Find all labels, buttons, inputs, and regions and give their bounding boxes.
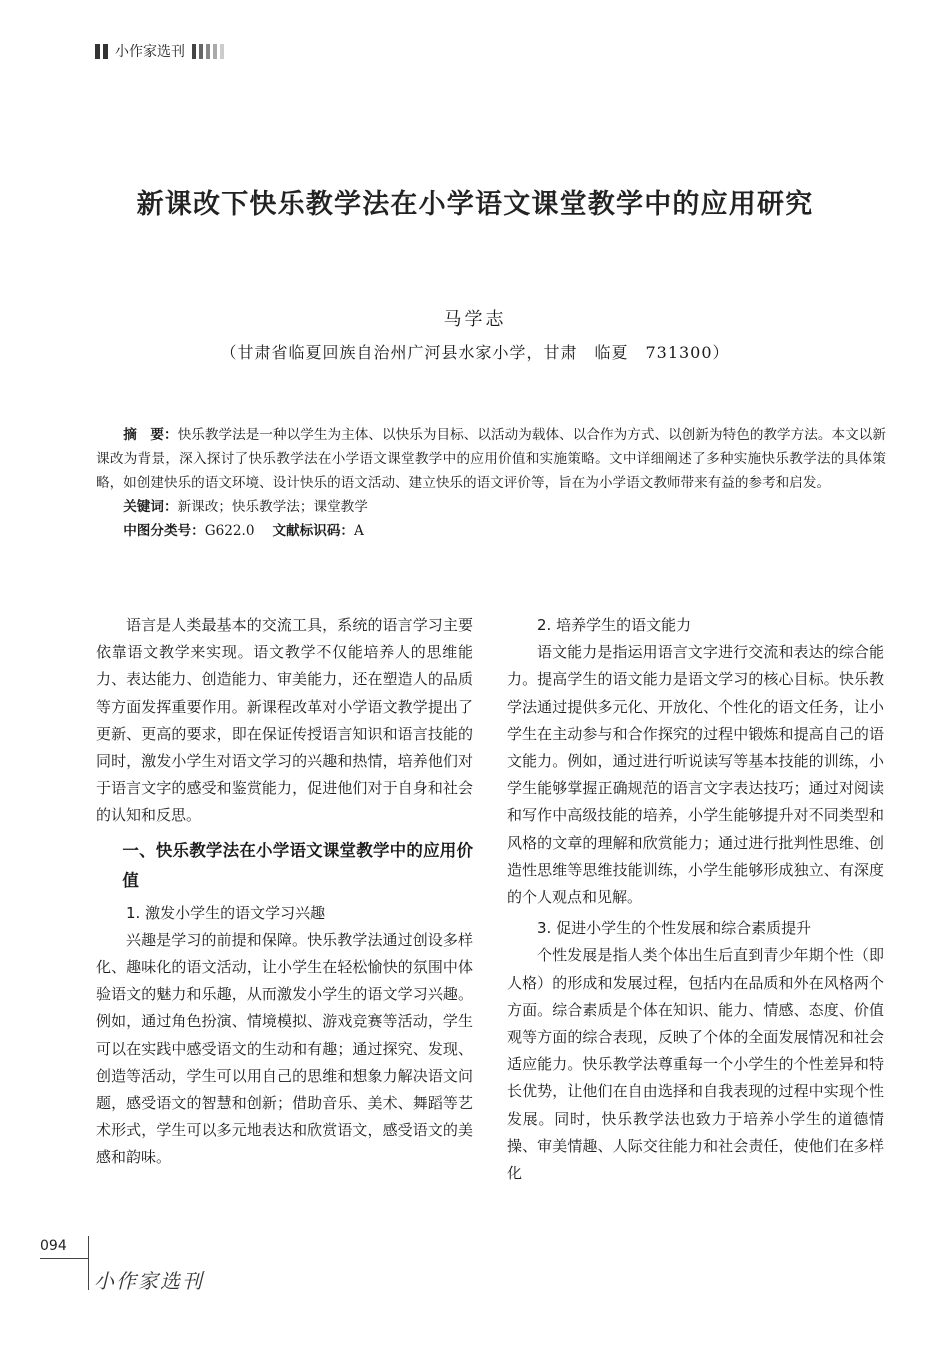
body-paragraph: 语文能力是指运用语言文字进行交流和表达的综合能力。提高学生的语文能力是语文学习的核心目标。快乐教学法通过提供多元化、开放化、个性化的语文任务，让小学生在主动参与和合作探究的过程中锻炼和提高自己的语文能力。例如，通过进行听说读写等基本技能的训练，小学生能够掌握正确规范的语言文字表达技巧；通过对阅读和写作中高级技能的培养，小学生能够提升对不同类型和风格的文章的理解和欣赏能力；通过进行批判性思维、创造性思维等思维技能训练，小学生能够形成独立、有深度的个人观点和见解。: [507, 643, 884, 907]
abstract-paragraph: [96, 423, 886, 495]
abstract-label: 摘 要：: [123, 427, 178, 443]
left-column: [96, 612, 473, 1172]
footer-rule: [40, 1258, 88, 1259]
keywords-text: 新课改；快乐教学法；课堂教学: [177, 499, 368, 515]
header-stripe-mark: [192, 44, 196, 59]
header-stripe-mark: [199, 44, 203, 59]
article-title: 新课改下快乐教学法在小学语文课堂教学中的应用研究: [136, 189, 814, 220]
subsection-heading: 1. 激发小学生的语文学习兴趣: [126, 903, 326, 922]
keywords-line: [96, 495, 886, 519]
header-stripe-mark: [220, 44, 224, 59]
body-paragraph: 兴趣是学习的前提和保障。快乐教学法通过创设多样化、趣味化的语文活动，让小学生在轻松愉快的氛围中体验语文的魅力和乐趣，从而激发小学生的语文学习兴趣。例如，通过角色扮演、情境模拟、游戏竞赛等活动，学生可以在实践中感受语文的生动和有趣；通过探究、发现、创造等活动，学生可以用自己的思维和想象力解决语文问题，感受语文的智慧和创新；借助音乐、美术、舞蹈等艺术形式，学生可以多元地表达和欣赏语文，感受语文的美感和韵味。: [96, 930, 473, 1167]
subsection-heading: 2. 培养学生的语文能力: [537, 616, 692, 634]
footer-divider: [88, 1236, 89, 1290]
section-heading: 一、快乐教学法在小学语文课堂教学中的应用价值: [122, 840, 473, 890]
clc-label: 中图分类号：: [123, 523, 205, 539]
author-name: 马学志: [443, 309, 507, 330]
journal-logo: 小作家选刊: [94, 1269, 204, 1293]
body-paragraph: 个性发展是指人类个体出生后直到青少年期个性（即人格）的形成和发展过程，包括内在品质和外在风格两个方面。综合素质是个体在知识、能力、情感、态度、价值观等方面的综合表现，反映了个体的全面发展情况和社会适应能力。快乐教学法尊重每一个小学生的个性差异和特长优势，让他们在自由选择和自我表现的过程中实现个性发展。同时，快乐教学法也致力于培养小学生的道德情操、审美情趣、人际交往能力和社会责任，使他们在多样化: [507, 946, 884, 1183]
classification-line: [96, 519, 886, 543]
abstract-block: [96, 423, 886, 543]
header-block-mark: [95, 44, 100, 59]
keywords-label: 关键词：: [123, 499, 178, 515]
doc-code-label: 文献标识码：: [272, 523, 355, 539]
header-block-mark: [103, 44, 108, 59]
right-column: [507, 612, 884, 1187]
running-header: [95, 40, 227, 62]
header-stripe-mark: [213, 44, 217, 59]
subsection-heading: 3. 促进小学生的个性发展和综合素质提升: [537, 919, 812, 938]
clc-value: G622.0: [204, 523, 255, 539]
intro-paragraph: 语言是人类最基本的交流工具，系统的语言学习主要依靠语文教学来实现。语文教学不仅能培养人的思维能力、表达能力、创造能力、审美能力，还在塑造人的品质等方面发挥重要作用。新课程改革对小学语文教学提出了更新、更高的要求，即在保证传授语言知识和语言技能的同时，激发小学生对语文学习的兴趣和热情，培养他们对于语言文字的感受和鉴赏能力，促进他们对于自身和社会的认知和反思。: [96, 616, 473, 825]
journal-name: 小作家选刊: [115, 44, 185, 60]
author-affiliation: （甘肃省临夏回族自治州广河县水家小学，甘肃 临夏 731300）: [220, 343, 730, 362]
header-stripe-mark: [206, 44, 210, 59]
doc-code-value: A: [354, 523, 364, 539]
page-number: 094: [40, 1238, 67, 1254]
abstract-text: 快乐教学法是一种以学生为主体、以快乐为目标、以活动为载体、以合作为方式、以创新为特色的教学方法。本文以新课改为背景，深入探讨了快乐教学法在小学语文课堂教学中的应用价值和实施策略。文中详细阐述了多种实施快乐教学法的具体策略，如创建快乐的语文环境、设计快乐的语文活动、建立快乐的语文评价等，旨在为小学语文教师带来有益的参考和启发。: [96, 427, 887, 491]
